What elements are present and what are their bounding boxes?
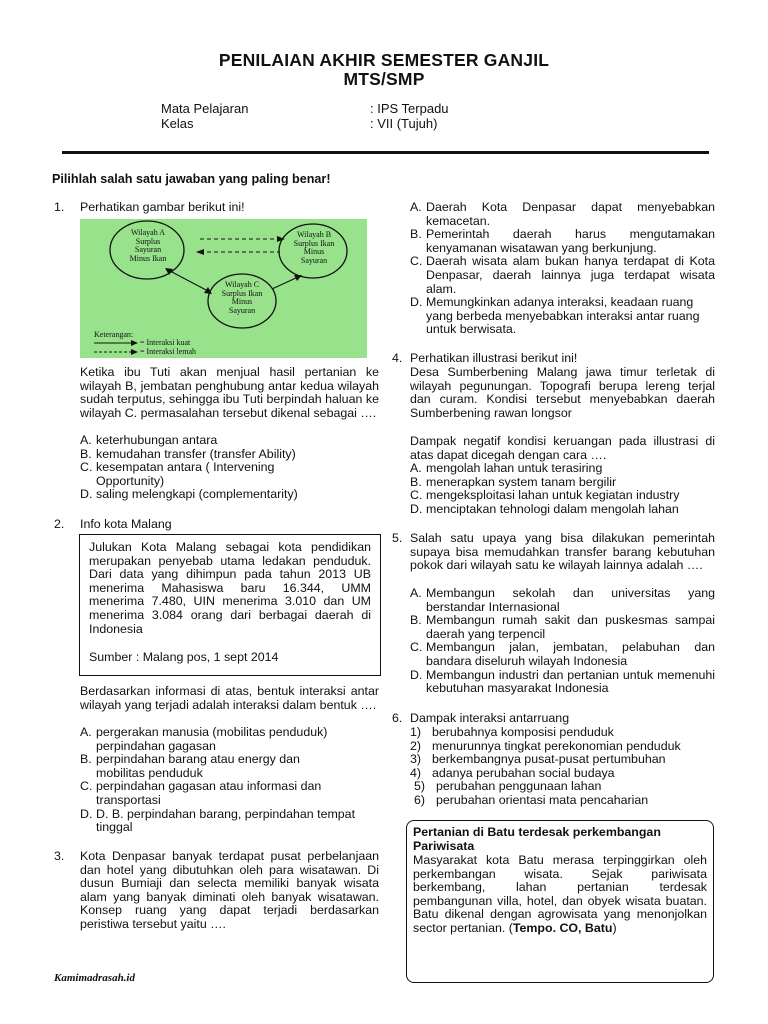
q3-option-a-letter: A. <box>410 200 422 214</box>
q6-item-1-text: berubahnya komposisi penduduk <box>432 725 614 739</box>
q3-option-b[interactable] <box>410 228 715 255</box>
q5-option-b-text: Membangun rumah sakit dan puskesmas sampai daerah yang terpencil <box>426 613 715 641</box>
q1-option-c[interactable] <box>80 461 316 488</box>
q3-option-a-text: Daerah Kota Denpasar dapat menyebabkan kemacetan. <box>426 200 715 228</box>
region-a-label <box>120 229 176 263</box>
q4-body-2: Dampak negatif kondisi keruangan pada illustrasi di atas dapat dicegah dengan cara …. <box>410 434 715 462</box>
q3-option-c[interactable] <box>410 255 715 296</box>
q4-option-d-letter: D. <box>410 501 423 516</box>
q2-options <box>80 726 365 835</box>
q5-option-c-letter: C. <box>410 640 423 655</box>
q2-option-d-text: D. B. perpindahan barang, perpindahan tempat tinggal <box>96 806 356 835</box>
q5-option-c-text: Membangun jalan, jembatan, pelabuhan dan bandara diseluruh wilayah Indonesia <box>426 640 715 668</box>
q6-item-4 <box>410 767 715 781</box>
region-b-title: Wilayah B <box>296 230 332 239</box>
q4-option-b[interactable] <box>410 476 715 490</box>
subject-value: : IPS Terpadu <box>370 101 449 116</box>
q6-number: 6. <box>392 711 403 725</box>
q2-option-b-text: perpindahan barang atau energy dan mobilitas penduduk <box>96 752 300 780</box>
region-a-title: Wilayah A <box>130 228 166 237</box>
class-value: : VII (Tujuh) <box>370 116 438 131</box>
region-b-line2: Surplus Ikan <box>293 238 335 248</box>
q3-option-c-text: Daerah wisata alam bukan hanya terdapat di Kota Denpasar, daerah lainnya juga terdapat wisata alam. <box>426 254 715 296</box>
footer-source: Kamimadrasah.id <box>54 972 135 984</box>
class-label: Kelas <box>161 116 194 131</box>
header-divider <box>62 151 709 154</box>
q3-options <box>410 201 715 337</box>
q6-item-3-text: berkembangnya pusat-pusat pertumbuhan <box>432 752 666 767</box>
q2-option-b-letter: B. <box>80 752 92 767</box>
q6-item-3-num: 3) <box>410 752 422 767</box>
q6-item-6-num: 6) <box>414 792 426 807</box>
q3-option-c-letter: C. <box>410 254 423 269</box>
q3-option-b-text: Pemerintah daerah harus mengutamakan kenyamanan wisatawan yang berkunjung. <box>426 227 715 255</box>
q5-option-d-text: Membangun industri dan pertanian untuk memenuhi kebutuhan masyarakat Indonesia <box>426 667 715 696</box>
q3-body: Kota Denpasar banyak terdapat pusat perbelanjaan dan hotel yang dibutuhkan oleh para wisatawan. Di dusun Bumiaji dan selecta memiliki banyak wisata alam yang banyak diminati oleh banyak wisatawan. Konsep ruang yang dapat terjadi berdasarkan peristiwa tersebut yaitu …. <box>80 849 379 931</box>
q2-prompt: Info kota Malang <box>80 517 172 531</box>
q1-option-b-text: kemudahan transfer (transfer Ability) <box>96 446 296 461</box>
region-b-label <box>285 231 343 265</box>
region-c-line3: Minus <box>231 297 253 306</box>
q6-list <box>410 726 715 808</box>
q5-option-a-letter: A. <box>410 586 422 600</box>
q1-option-c-letter: C. <box>80 460 93 475</box>
q6-article-box <box>406 820 714 983</box>
subject-label: Mata Pelajaran <box>161 101 249 116</box>
exam-title: PENILAIAN AKHIR SEMESTER GANJIL <box>218 50 550 70</box>
q6-item-1 <box>410 726 715 740</box>
legend-title: Keterangan: <box>94 330 134 339</box>
q3-option-d-letter: D. <box>410 295 423 310</box>
legend-weak: = Interaksi lemah <box>140 347 197 356</box>
q4-option-b-text: menerapkan system tanam bergilir <box>426 474 617 489</box>
q2-option-c-text: perpindahan gagasan atau informasi dan transportasi <box>96 779 322 807</box>
q6-item-6 <box>414 794 715 808</box>
q5-option-c[interactable] <box>410 641 715 668</box>
q4-option-c-text: mengeksploitasi lahan untuk kegiatan industry <box>426 488 680 503</box>
q6-article-close: ) <box>612 920 617 935</box>
q1-option-d[interactable] <box>80 488 379 502</box>
q4-option-c-letter: C. <box>410 488 423 503</box>
q3-option-b-letter: B. <box>410 227 422 242</box>
q6-item-4-text: adanya perubahan social budaya <box>432 765 615 780</box>
q1-options <box>80 434 379 502</box>
q6-article-text: Masyarakat kota Batu merasa terpinggirkan oleh perkembangan wisata. Sejak pariwisata berkembang, lahan pertanian terdesak pembangunan villa, hotel, dan obyek wisata buatan. Batu dikenal dengan agrowisata yang menonjolkan sector pertanian. ( <box>413 853 707 935</box>
q2-info-box <box>79 534 381 676</box>
q3-option-a[interactable] <box>410 201 715 228</box>
region-b-line4: Sayuran <box>300 255 328 265</box>
q2-option-b[interactable] <box>80 753 326 780</box>
q6-prompt: Dampak interaksi antarruang <box>410 711 570 725</box>
q2-option-d-letter: D. <box>80 806 93 821</box>
q3-option-d-text: Memungkinkan adanya interaksi, keadaan ruang yang berbeda menyebabkan interaksi antar ruang untuk berwisata. <box>426 295 700 337</box>
q1-option-a-letter: A. <box>80 433 92 447</box>
q1-option-d-text: saling melengkapi (complementarity) <box>96 487 298 502</box>
region-c-line4: Sayuran <box>228 305 256 315</box>
q6-article-body <box>413 854 707 936</box>
q2-number: 2. <box>54 517 65 531</box>
q1-body: Ketika ibu Tuti akan menjual hasil pertanian ke wilayah B, jembatan penghubung antar kedua wilayah sudah terputus, sehingga ibu Tuti berpindah haluan ke wilayah C. permasalahan tersebut dikenal sebagai …. <box>80 365 379 420</box>
q6-item-3 <box>410 753 715 767</box>
q5-option-b-letter: B. <box>410 613 422 628</box>
q1-option-a-text: keterhubungan antara <box>96 433 218 447</box>
region-a-line3: Sayuran <box>134 245 162 254</box>
q4-option-d[interactable] <box>410 503 715 517</box>
q3-number: 3. <box>54 849 65 863</box>
q2-option-c[interactable] <box>80 780 364 807</box>
q5-option-a[interactable] <box>410 587 715 614</box>
q6-item-5-num: 5) <box>414 779 426 794</box>
q6-item-5-text: perubahan penggunaan lahan <box>436 779 602 794</box>
q6-item-5 <box>414 780 715 794</box>
region-c-line2: Surplus Ikan <box>221 288 263 298</box>
q1-prompt: Perhatikan gambar berikut ini! <box>80 200 245 214</box>
q6-item-4-num: 4) <box>410 765 422 780</box>
q2-option-c-letter: C. <box>80 779 93 794</box>
q6-article-source: Tempo. CO, Batu <box>512 920 613 935</box>
q5-option-d-letter: D. <box>410 667 423 682</box>
q4-option-c[interactable] <box>410 489 715 503</box>
q5-body: Salah satu upaya yang bisa dilakukan pemerintah supaya bisa memudahkan transfer barang kebutuhan pokok dari wilayah satu ke wilayah lainnya adalah …. <box>410 531 715 573</box>
region-c-label <box>214 281 270 315</box>
q4-option-a-letter: A. <box>410 461 422 475</box>
q4-option-a[interactable] <box>410 462 715 476</box>
q2-option-a[interactable] <box>80 726 365 753</box>
legend-strong: = Interaksi kuat <box>140 338 191 347</box>
region-a-line4: Minus Ikan <box>129 253 167 263</box>
q2-option-a-text: pergerakan manusia (mobilitas penduduk) perpindahan gagasan <box>96 725 328 753</box>
q2-info-source: Sumber : Malang pos, 1 sept 2014 <box>89 650 279 664</box>
q4-prompt: Perhatikan illustrasi berikut ini! <box>410 351 578 365</box>
q4-number: 4. <box>392 351 403 365</box>
q2-option-d[interactable] <box>80 808 365 835</box>
q4-body: Desa Sumberbening Malang jawa timur terletak di wilayah pegunungan. Topografi berupa lereng terjal dan curam. Kondisi tersebut menyebabkan daerah Sumberbening rawan longsor <box>410 365 715 420</box>
q4-option-d-text: menciptakan tehnologi dalam mengolah lahan <box>426 501 679 516</box>
q2-option-a-letter: A. <box>80 725 92 739</box>
q6-item-1-num: 1) <box>410 725 422 739</box>
q2-body: Berdasarkan informasi di atas, bentuk interaksi antar wilayah yang terjadi adalah interaksi dalam bentuk …. <box>80 684 379 712</box>
q6-item-2-text: menurunnya tingkat perekonomian penduduk <box>432 738 681 753</box>
region-b-line3: Minus <box>303 247 325 256</box>
q6-item-6-text: perubahan orientasi mata pencaharian <box>436 792 649 807</box>
q1-number: 1. <box>54 200 65 214</box>
q4-options <box>410 462 715 516</box>
instruction: Pilihlah salah satu jawaban yang paling benar! <box>52 172 331 186</box>
q3-option-d[interactable] <box>410 296 718 337</box>
q5-option-b[interactable] <box>410 614 715 641</box>
q6-item-2 <box>410 740 715 754</box>
q1-option-d-letter: D. <box>80 487 93 502</box>
q5-options <box>410 587 715 696</box>
q5-option-a-text: Membangun sekolah dan universitas yang berstandar Internasional <box>426 586 715 614</box>
q1-option-c-text: kesempatan antara ( Intervening Opportunity) <box>96 460 275 488</box>
q1-option-a[interactable] <box>80 434 379 448</box>
q1-option-b-letter: B. <box>80 446 92 461</box>
q6-article-title: Pertanian di Batu terdesak perkembangan Pariwisata <box>413 825 661 853</box>
q5-number: 5. <box>392 531 403 545</box>
q1-option-b[interactable] <box>80 448 379 462</box>
region-a-line2: Surplus <box>135 236 161 246</box>
q6-item-2-num: 2) <box>410 738 422 753</box>
q5-option-d[interactable] <box>410 669 715 696</box>
q4-option-a-text: mengolah lahan untuk terasiring <box>426 461 603 475</box>
exam-subtitle: MTS/SMP <box>343 69 425 89</box>
q2-info-text: Julukan Kota Malang sebagai kota pendidikan merupakan penyebab utama ledakan penduduk. Dari data yang dihimpun pada tahun 2013 UB menerima Mahasiswa baru 16.344, UMM menerima 7.480, UIN menerima 3.010 dan UM menerima 3.084 orang dari berbagai daerah di Indonesia <box>89 540 371 636</box>
q4-option-b-letter: B. <box>410 474 422 489</box>
region-c-title: Wilayah C <box>224 280 260 289</box>
q1-diagram <box>80 219 367 358</box>
